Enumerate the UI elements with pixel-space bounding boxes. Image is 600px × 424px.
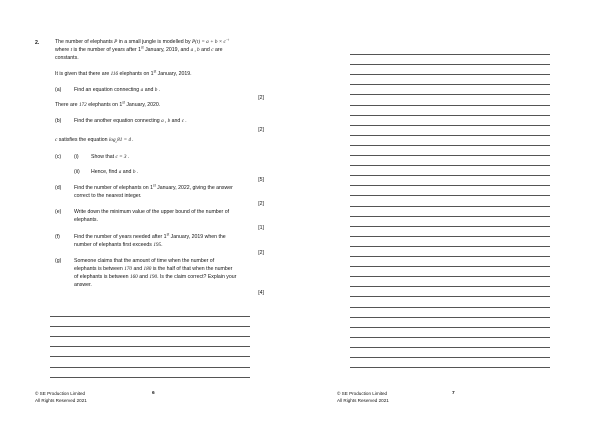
part-b-marks: [2] <box>258 127 264 133</box>
question-number: 2. <box>35 40 40 46</box>
answer-line[interactable] <box>350 115 550 116</box>
part-a-text: Find an equation connecting a and b . <box>74 87 160 93</box>
answer-line[interactable] <box>350 195 550 196</box>
left-footer <box>35 391 87 404</box>
part-e-marks: [1] <box>258 225 264 231</box>
answer-line[interactable] <box>350 175 550 176</box>
answer-line[interactable] <box>350 256 550 257</box>
part-e-label: (e) <box>55 209 62 215</box>
answer-line[interactable] <box>350 307 550 308</box>
part-b-text: Find the another equation connecting a , b and c . <box>74 118 187 124</box>
answer-line[interactable] <box>350 317 550 318</box>
answer-line[interactable] <box>350 327 550 328</box>
part-e-text-1: Write down the minimum value of the upper bound of the number of <box>74 209 230 215</box>
part-d-text-1: Find the number of elephants on 1st January, 2022, giving the answer <box>74 183 233 191</box>
footer-copyright: © SE Production Limited <box>35 391 86 396</box>
answer-line[interactable] <box>350 105 550 106</box>
answer-line[interactable] <box>350 266 550 267</box>
part-c-label: (c) <box>55 154 62 160</box>
answer-line[interactable] <box>350 367 550 368</box>
given-info-1: It is given that there are 116 elephants on 1st January, 2019. <box>55 69 192 77</box>
answer-line[interactable] <box>350 276 550 277</box>
answer-line[interactable] <box>350 296 550 297</box>
part-g-text-2: elephants is between 170 and 180 is the half of that when the number <box>74 266 233 272</box>
part-d-marks: [2] <box>258 201 264 207</box>
answer-line[interactable] <box>350 185 550 186</box>
answer-line[interactable] <box>350 74 550 75</box>
answer-line[interactable] <box>350 347 550 348</box>
answer-line[interactable] <box>350 246 550 247</box>
part-f-text-2: number of elephants first exceeds 195. <box>74 242 163 248</box>
answer-line[interactable] <box>350 337 550 338</box>
given-info-2: There are 172 elephants on 1st January, 2020. <box>55 100 161 108</box>
answer-line[interactable] <box>350 216 550 217</box>
part-c-i-text: Show that c = 3 . <box>91 154 130 160</box>
answer-line[interactable] <box>50 346 250 347</box>
part-g-text-4: answer. <box>74 282 92 288</box>
part-d-text-2: correct to the nearest integer. <box>74 193 142 199</box>
answer-line[interactable] <box>350 226 550 227</box>
part-b-label: (b) <box>55 118 62 124</box>
answer-line[interactable] <box>350 286 550 287</box>
part-g-text-3: of elephants is between 160 and 190. Is the claim correct? Explain your <box>74 274 237 280</box>
intro-line-3: constants. <box>55 55 79 61</box>
part-d-label: (d) <box>55 185 62 191</box>
answer-line[interactable] <box>50 356 250 357</box>
answer-line[interactable] <box>350 64 550 65</box>
part-c-marks: [5] <box>258 177 264 183</box>
answer-line[interactable] <box>50 377 250 378</box>
answer-line[interactable] <box>350 135 550 136</box>
footer-rights: All Rights Reserved 2021 <box>35 397 87 403</box>
answer-line[interactable] <box>350 236 550 237</box>
part-c-ii-text: Hence, find a and b . <box>91 169 139 175</box>
part-a-marks: [2] <box>258 95 264 101</box>
intro-line-2: where t is the number of years after 1st January, 2019, and a , b and c are <box>55 45 223 53</box>
answer-line[interactable] <box>50 367 250 368</box>
right-page <box>300 0 600 424</box>
intro-line-1: The number of elephants P in a small jungle is modelled by $P(t) = a + b \times c^{-t}$ <box>55 37 230 45</box>
answer-line[interactable] <box>350 84 550 85</box>
given-info-3: c satisfies the equation $\log_c81 = 4$ . <box>55 137 134 145</box>
answer-line[interactable] <box>50 326 250 327</box>
right-footer <box>337 391 389 404</box>
part-c-i-label: (i) <box>74 154 79 160</box>
answer-line[interactable] <box>350 94 550 95</box>
answer-line[interactable] <box>350 206 550 207</box>
answer-line[interactable] <box>50 336 250 337</box>
part-f-text-1: Find the number of years needed after 1st January, 2019 when the <box>74 232 226 240</box>
answer-line[interactable] <box>350 54 550 55</box>
footer-rights: All Rights Reserved 2021 <box>337 397 389 403</box>
answer-line[interactable] <box>350 357 550 358</box>
page-number-right: 7 <box>452 391 455 396</box>
part-e-text-2: elephants. <box>74 217 98 223</box>
part-f-label: (f) <box>55 234 60 240</box>
page-number-left: 6 <box>152 391 155 396</box>
answer-line[interactable] <box>50 316 250 317</box>
answer-line[interactable] <box>350 155 550 156</box>
part-g-marks: [4] <box>258 290 264 296</box>
part-a-label: (a) <box>55 87 62 93</box>
answer-line[interactable] <box>350 125 550 126</box>
answer-line[interactable] <box>350 165 550 166</box>
part-g-label: (g) <box>55 258 62 264</box>
answer-line[interactable] <box>350 145 550 146</box>
part-c-ii-label: (ii) <box>74 169 80 175</box>
part-f-marks: [2] <box>258 250 264 256</box>
footer-copyright: © SE Production Limited <box>337 391 388 396</box>
model-equation: P(t) = a + b × c <box>192 39 226 45</box>
part-g-text-1: Someone claims that the amount of time when the number of <box>74 258 215 264</box>
